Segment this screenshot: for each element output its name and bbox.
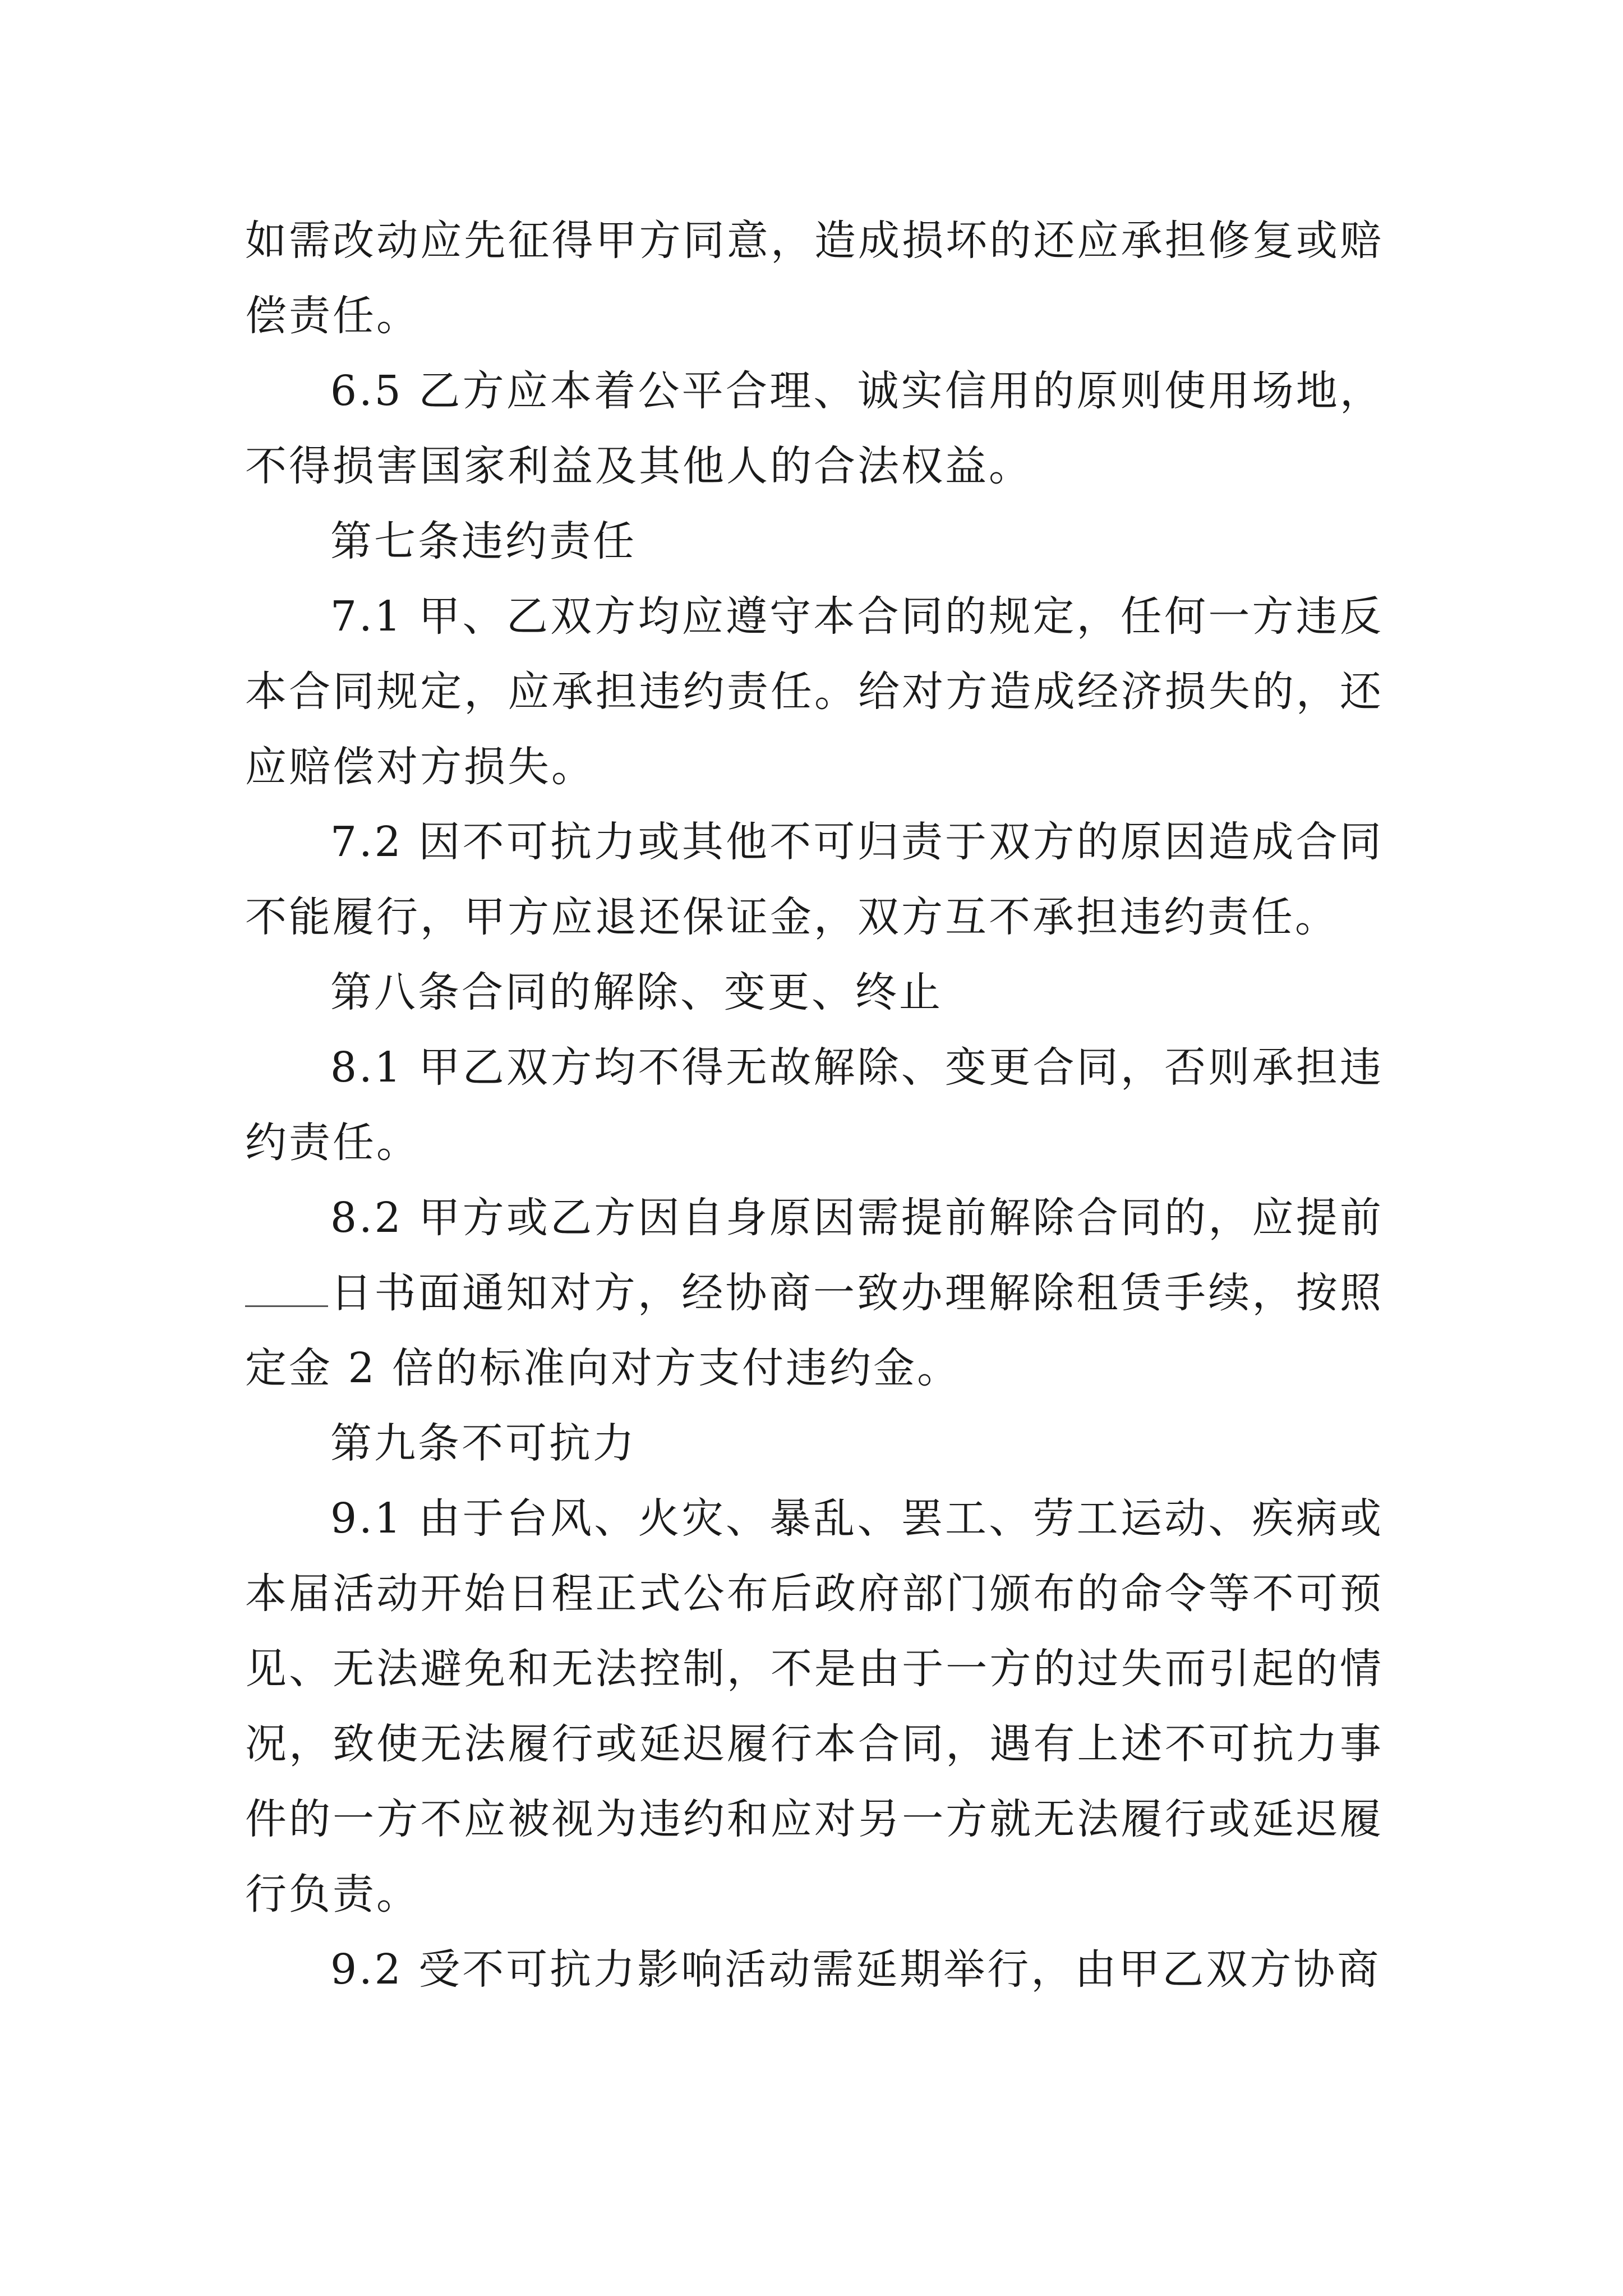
- heading-article-8: 第八条合同的解除、变更、终止: [330, 968, 943, 1016]
- paragraph-8-2: [245, 1180, 1384, 1406]
- paragraph-7-1: 7.1 甲、乙双方均应遵守本合同的规定，任何一方违反本合同规定，应承担违约责任。给对方造成经济损失的，还应赔偿对方损失。: [245, 592, 1384, 791]
- paragraph-6-4-continuation: 如需改动应先征得甲方同意，造成损坏的还应承担修复或赔偿责任。: [245, 217, 1384, 340]
- paragraph-9-2: 9.2 受不可抗力影响活动需延期举行，由甲乙双方协商: [330, 1945, 1381, 1994]
- paragraph-6-5: 6.5 乙方应本着公平合理、诚实信用的原则使用场地，不得损害国家利益及其他人的合法权益。: [245, 367, 1384, 490]
- paragraph-9-1: 9.1 由于台风、火灾、暴乱、罢工、劳工运动、疾病或本届活动开始日程正式公布后政府部门颁布的命令等不可预见、无法避免和无法控制，不是由于一方的过失而引起的情况，致使无法履行或延迟履行本合同，遇有上述不可抗力事件的一方不应被视为违约和应对另一方就无法履行或延迟履行负责。: [245, 1494, 1384, 1918]
- heading-article-7: 第七条违约责任: [330, 517, 637, 565]
- paragraph-8-1: 8.1 甲乙双方均不得无故解除、变更合同，否则承担违约责任。: [245, 1043, 1384, 1167]
- document-body: [245, 203, 1384, 2007]
- heading-article-9: 第九条不可抗力: [330, 1419, 637, 1467]
- paragraph-8-2-part-b: 日书面通知对方，经协商一致办理解除租赁手续，按照定金 2 倍的标准向对方支付违约金。: [245, 1269, 1384, 1392]
- paragraph-7-2: 7.2 因不可抗力或其他不可归责于双方的原因造成合同不能履行，甲方应退还保证金，双方互不承担违约责任。: [245, 818, 1384, 941]
- paragraph-8-2-part-a: 8.2 甲方或乙方因自身原因需提前解除合同的，应提前: [330, 1194, 1384, 1242]
- fill-in-blank: [245, 1266, 328, 1307]
